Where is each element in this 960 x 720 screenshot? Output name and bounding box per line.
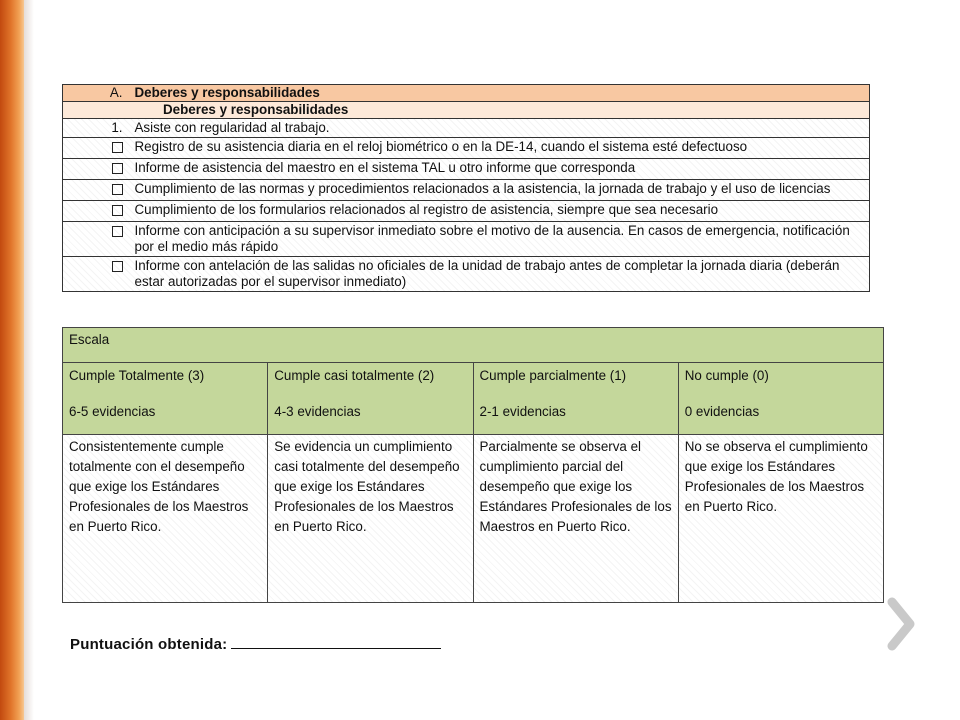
level-evidence: 0 evidencias — [684, 404, 760, 419]
score-blank[interactable] — [231, 636, 441, 649]
score-line — [70, 636, 441, 653]
checklist-text: Cumplimiento de las normas y procedimientos relacionados a la asistencia, la jornada de trabajo y el uso de licencias — [133, 180, 870, 201]
checkbox-icon[interactable] — [112, 184, 123, 195]
checklist-item — [63, 138, 870, 159]
checklist-item — [63, 201, 870, 222]
level-description: Parcialmente se observa el cumplimiento parcial del desempeño que exige los Estándares Profesionales de los Maestros en Puerto Rico. — [473, 435, 678, 603]
level-cell — [63, 363, 268, 435]
subheader-title: Deberes y responsabilidades — [63, 102, 870, 119]
level-description: Se evidencia un cumplimiento casi totalmente del desempeño que exige los Estándares Profesionales de los Maestros en Puerto Rico. — [268, 435, 473, 603]
level-evidence: 6-5 evidencias — [69, 404, 156, 419]
checklist-item — [63, 222, 870, 257]
checklist-text: Informe con antelación de las salidas no oficiales de la unidad de trabajo antes de completar la jornada diaria (deberán estar autorizadas por el supervisor inmediato) — [134, 258, 840, 289]
checklist-text: Registro de su asistencia diaria en el reloj biométrico o en la DE-14, cuando el sistema esté defectuoso — [133, 138, 870, 159]
checklist-text: Informe con anticipación a su supervisor inmediato sobre el motivo de la ausencia. En casos de emergencia, notificación por el medio más rápido — [133, 222, 870, 257]
duties-subheader-row — [63, 102, 870, 119]
checkbox-icon[interactable] — [112, 142, 123, 153]
scale-table — [62, 327, 884, 603]
scale-title-row — [63, 328, 884, 363]
level-cell — [678, 363, 883, 435]
level-label: No cumple (0) — [684, 368, 769, 383]
level-evidence: 2-1 evidencias — [479, 404, 566, 419]
left-accent-shadow — [24, 0, 34, 720]
duties-table — [62, 84, 870, 292]
chevron-right-icon[interactable] — [884, 596, 918, 652]
level-cell — [473, 363, 678, 435]
left-accent-bar — [0, 0, 24, 720]
score-label: Puntuación obtenida: — [70, 636, 228, 653]
item-title: Asiste con regularidad al trabajo. — [133, 119, 870, 138]
duties-header-row — [63, 85, 870, 102]
level-description: Consistentemente cumple totalmente con el desempeño que exige los Estándares Profesionales de los Maestros en Puerto Rico. — [63, 435, 268, 603]
level-cell — [268, 363, 473, 435]
scale-levels-row — [63, 363, 884, 435]
checkbox-icon[interactable] — [112, 205, 123, 216]
checklist-text: Cumplimiento de los formularios relacionados al registro de asistencia, siempre que sea necesario — [133, 201, 870, 222]
header-number: A. — [63, 85, 133, 102]
checklist-item — [63, 257, 870, 292]
checkbox-icon[interactable] — [112, 163, 123, 174]
checklist-text: Informe de asistencia del maestro en el sistema TAL u otro informe que corresponda — [133, 159, 870, 180]
checkbox-icon[interactable] — [112, 226, 123, 237]
level-label: Cumple casi totalmente (2) — [274, 368, 435, 383]
level-label: Cumple Totalmente (3) — [69, 368, 205, 383]
level-description: No se observa el cumplimiento que exige los Estándares Profesionales de los Maestros en Puerto Rico. — [678, 435, 883, 603]
item-number: 1. — [63, 119, 133, 138]
header-title: Deberes y responsabilidades — [133, 85, 870, 102]
scale-title: Escala — [63, 328, 884, 363]
checkbox-icon[interactable] — [112, 261, 123, 272]
level-label: Cumple parcialmente (1) — [479, 368, 627, 383]
checklist-item — [63, 180, 870, 201]
scale-descriptions-row — [63, 435, 884, 603]
item-row — [63, 119, 870, 138]
checklist-item — [63, 159, 870, 180]
level-evidence: 4-3 evidencias — [274, 404, 361, 419]
